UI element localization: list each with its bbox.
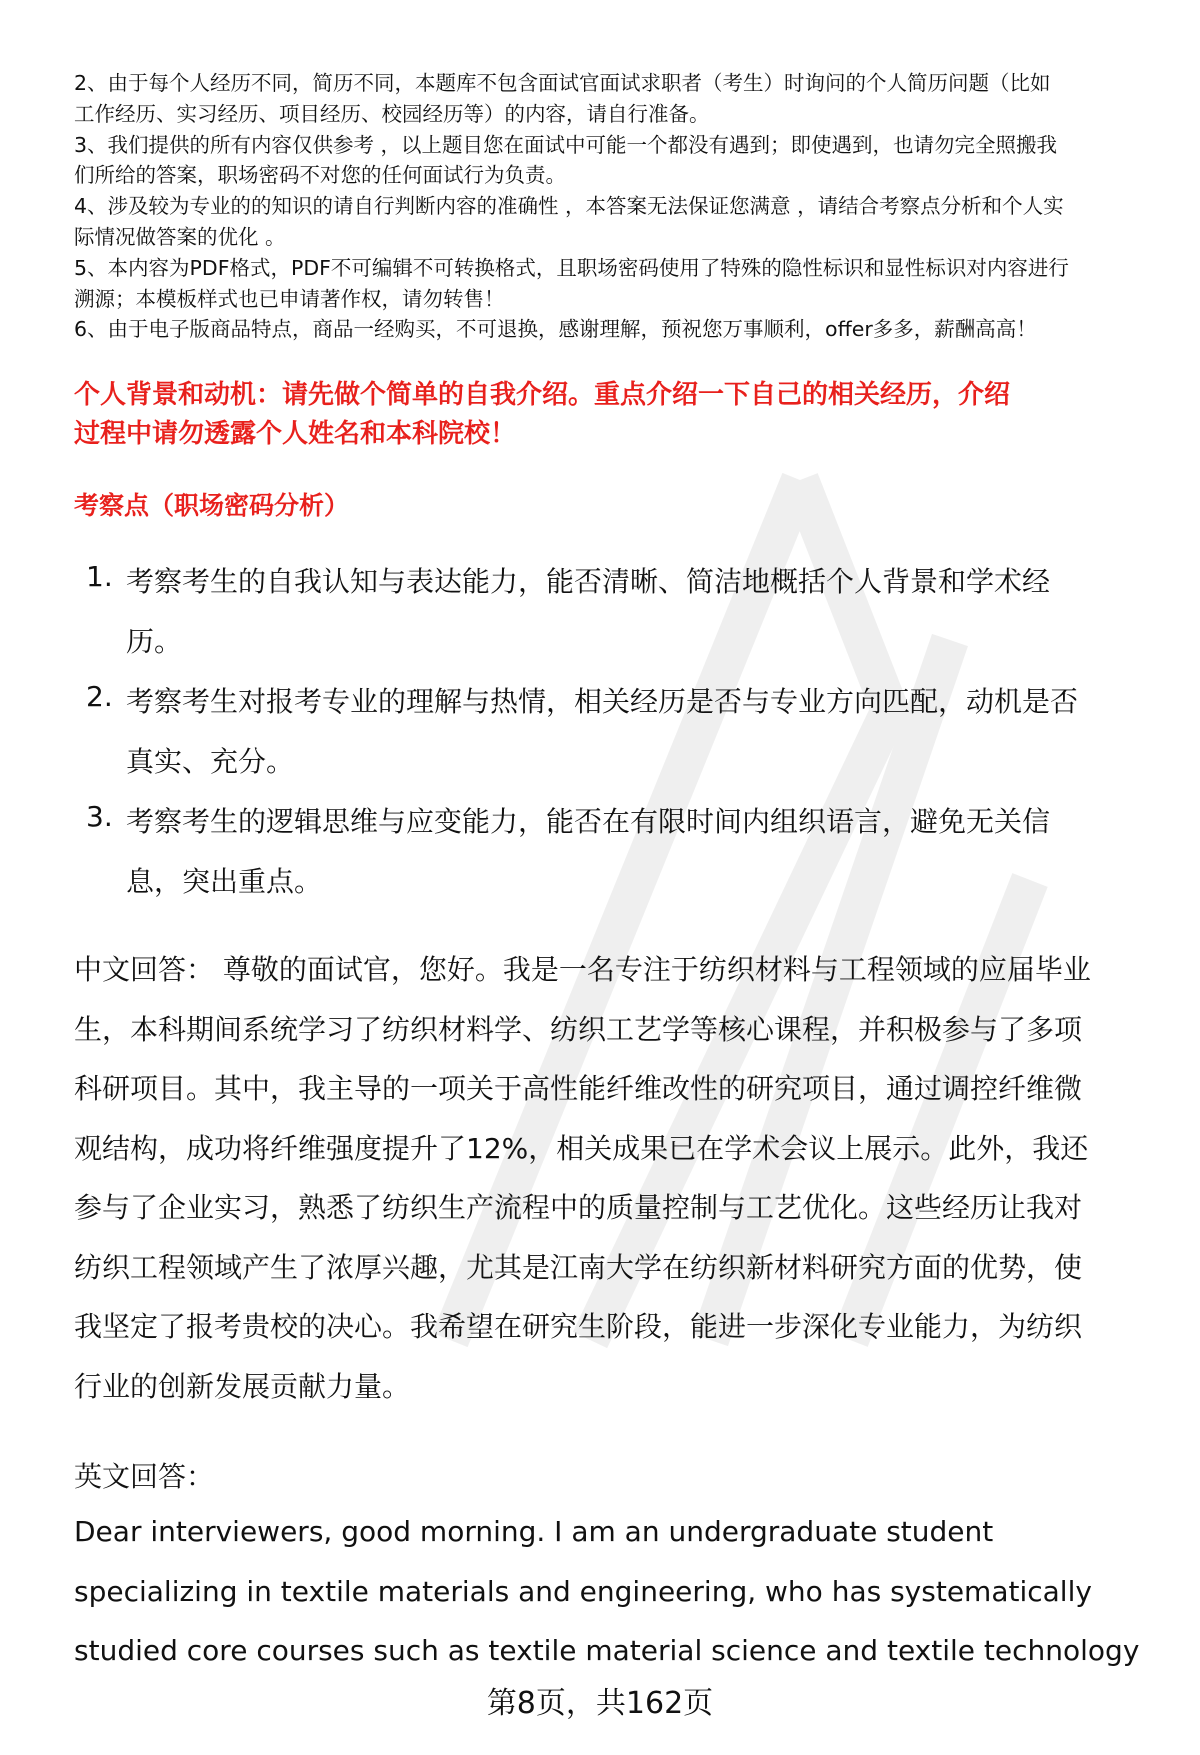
list-number: 3. (86, 800, 113, 833)
list-item-line: 考察考生的自我认知与表达能力，能否清晰、简洁地概括个人背景和学术经 (126, 565, 1051, 598)
question-line: 个人背景和动机：请先做个简单的自我介绍。重点介绍一下自己的相关经历，介绍 (74, 380, 1011, 410)
notice-line: 们所给的答案，职场密码不对您的任何面试行为负责。 (74, 163, 566, 188)
answer-line: 纺织工程领域产生了浓厚兴趣，尤其是江南大学在纺织新材料研究方面的优势，使 (74, 1250, 1083, 1284)
answer-line: specializing in textile materials and engineering, who has systematically (74, 1574, 1092, 1608)
answer-line: 行业的创新发展贡献力量。 (74, 1369, 411, 1403)
list-item-line: 考察考生的逻辑思维与应变能力，能否在有限时间内组织语言，避免无关信 (126, 805, 1051, 838)
list-item-line: 息，突出重点。 (126, 865, 323, 898)
notice-line: 4、涉及较为专业的的知识的请自行判断内容的准确性 ，本答案无法保证您满意 ，请结合考察点分析和个人实 (74, 194, 1064, 219)
answer-line: 观结构，成功将纤维强度提升了12%，相关成果已在学术会议上展示。此外，我还 (74, 1131, 1089, 1165)
list-number: 1. (86, 560, 113, 593)
notice-line: 5、本内容为PDF格式，PDF不可编辑不可转换格式，且职场密码使用了特殊的隐性标识和显性标识对内容进行 (74, 255, 1069, 280)
list-item-line: 真实、充分。 (126, 745, 295, 778)
list-item-line: 历。 (126, 625, 183, 658)
answer-line: 我坚定了报考贵校的决心。我希望在研究生阶段，能进一步深化专业能力，为纺织 (74, 1310, 1083, 1343)
analysis-title: 考察点（职场密码分析） (74, 491, 350, 520)
answer-line: 生，本科期间系统学习了纺织材料学、纺织工艺学等核心课程，并积极参与了多项 (74, 1012, 1083, 1046)
question-line: 过程中请勿透露个人姓名和本科院校！ (74, 419, 517, 449)
answer-line: 科研项目。其中，我主导的一项关于高性能纤维改性的研究项目，通过调控纤维微 (74, 1072, 1083, 1105)
notice-line: 溯源；本模板样式也已申请著作权，请勿转售！ (74, 286, 505, 311)
page-footer: 第8页，共162页 (486, 1686, 714, 1721)
answer-line: 中文回答： 尊敬的面试官，您好。我是一名专注于纺织材料与工程领域的应届毕业 (74, 953, 1091, 986)
notice-line: 工作经历、实习经历、项目经历、校园经历等）的内容，请自行准备。 (74, 101, 710, 126)
list-item-line: 考察考生对报考专业的理解与热情，相关经历是否与专业方向匹配，动机是否 (126, 685, 1079, 718)
answer-line: Dear interviewers, good morning. I am an undergraduate student (74, 1515, 994, 1548)
english-answer-label: 英文回答： (74, 1460, 215, 1493)
notice-line: 6、由于电子版商品特点，商品一经购买，不可退换，感谢理解，预祝您万事顺利，offer多多，薪酬高高！ (74, 317, 1037, 342)
answer-line: 参与了企业实习，熟悉了纺织生产流程中的质量控制与工艺优化。这些经历让我对 (74, 1191, 1083, 1224)
notice-line: 2、由于每个人经历不同，简历不同，本题库不包含面试官面试求职者（考生）时询问的个人简历问题（比如 (74, 71, 1051, 95)
answer-line: studied core courses such as textile material science and textile technology (74, 1634, 1140, 1667)
notice-line: 3、我们提供的所有内容仅供参考 ，以上题目您在面试中可能一个都没有遇到；即使遇到，也请勿完全照搬我 (74, 132, 1058, 157)
notice-line: 际情况做答案的优化 。 (74, 225, 286, 249)
list-number: 2. (86, 680, 113, 713)
